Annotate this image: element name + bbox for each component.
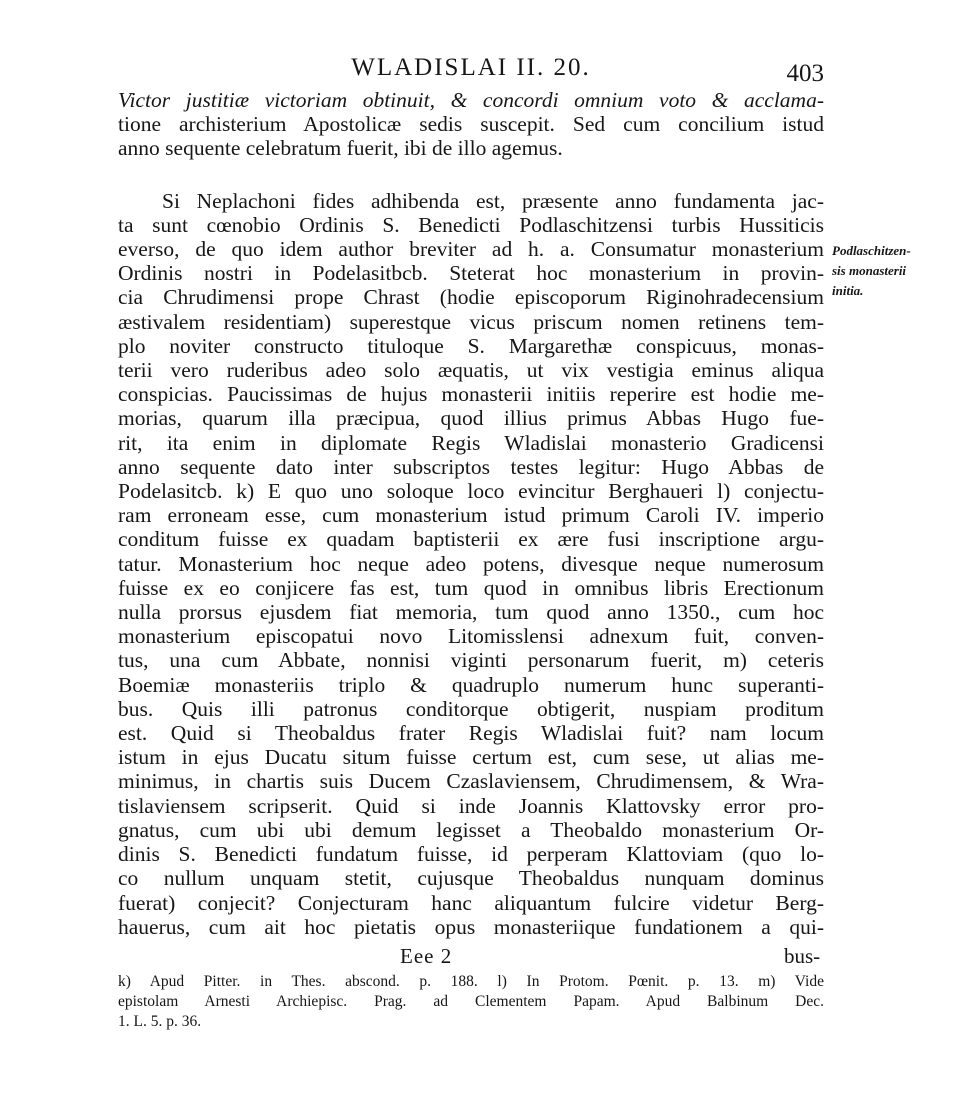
text-line: ram erroneam esse, cum monasterium istud primum Caroli IV. imperio [118,503,824,528]
margin-note [832,241,952,301]
footnote-line: k) Apud Pitter. in Thes. abscond. p. 188. l) In Protom. Pœnit. p. 13. m) Vide [118,973,824,990]
catchword: bus- [784,944,821,968]
page-header [118,46,824,86]
text-line: cia Chrudimensi prope Chrast (hodie episcoporum Riginohradecensium [118,285,824,310]
text-line: tislaviensem scripserit. Quid si inde Joannis Klattovsky error pro- [118,793,824,818]
text-line: monasterium episcopatui novo Litomisslensi adnexum fuit, conven- [118,624,824,649]
text-line: plo noviter constructo tituloque S. Margarethæ conspicuus, monas- [118,333,824,358]
text-line: Boemiæ monasteriis triplo & quadruplo numerum hunc superanti- [118,672,824,697]
text-line: tatur. Monasterium hoc neque adeo potens, divesque neque numerosum [118,551,824,576]
text-line: ta sunt cœnobio Ordinis S. Benedicti Podlaschitzensi turbis Hussiticis [118,212,824,237]
text-line: tione archisterium Apostolicæ sedis suscepit. Sed cum concilium istud [118,112,824,137]
text-line: conditum fuisse ex quadam baptisterii ex ære fusi inscriptione argu- [118,527,824,552]
text-line: morias, quarum illa præcipua, quod illius primus Abbas Hugo fue- [118,406,824,431]
text-line: nulla prorsus ejusdem fiat memoria, tum quod anno 1350., cum hoc [118,600,824,625]
text-line: Podelasitcb. k) E quo uno soloque loco evincitur Berghaueri l) conjectu- [118,479,824,504]
text-line: anno sequente celebratum fuerit, ibi de illo agemus. [118,136,563,161]
text-line: Ordinis nostri in Podelasitbcb. Steterat hoc monasterium in provin- [118,261,824,286]
footnote-line: epistolam Arnesti Archiepisc. Prag. ad Clementem Papam. Apud Balbinum Dec. [118,993,824,1010]
footnote-line: 1. L. 5. p. 36. [118,1013,202,1030]
text-line: dinis S. Benedicti fundatum fuisse, id perperam Klattoviam (quo lo- [118,842,824,867]
text-line: rit, ita enim in diplomate Regis Wladislai monasterio Gradicensi [118,430,824,455]
text-line: conspicias. Paucissimas de hujus monasterii initiis reperire est hodie me- [118,382,824,407]
body-text [118,88,824,939]
text-line: terii vero ruderibus adeo solo æquatis, ut vix vestigia eminus aliqua [118,358,824,383]
footnotes [118,972,824,1032]
text-line: bus. Quis illi patronus conditorque obtigerit, nuspiam proditum [118,696,824,721]
text-line: fuisse ex eo conjicere fas est, tum quod in omnibus libris Erectionum [118,575,824,600]
page-number: 403 [786,60,824,87]
signature-mark: Eee 2 [400,944,453,968]
text-line: Si Neplachoni fides adhibenda est, præsente anno fundamenta jac- [162,188,824,213]
text-line: est. Quid si Theobaldus frater Regis Wladislai fuit? nam locum [118,721,824,746]
running-title: WLADISLAI II. 20. [351,54,591,81]
text-line: æstivalem residentiam) superestque vicus priscum nomen retinens tem- [118,309,824,334]
margin-note-line: sis monasterii [832,263,907,278]
text-line: hauerus, cum ait hoc pietatis opus monasteriique fundationem a qui- [118,914,824,939]
text-line: istum in ejus Ducatu situm fuisse certum est, cum sese, ut alias me- [118,745,824,770]
text-line: gnatus, cum ubi ubi demum legisset a Theobaldo monasterium Or- [118,817,824,842]
text-line: everso, de quo idem author breviter ad h. a. Consumatur monasterium [118,237,824,262]
margin-note-line: initia. [832,283,864,298]
text-line: minimus, in chartis suis Ducem Czaslaviensem, Chrudimensem, & Wra- [118,769,824,794]
text-line: tus, una cum Abbate, nonnisi viginti personarum fuerit, m) ceteris [118,648,824,673]
paragraph-1 [118,88,824,161]
text-line: anno sequente dato inter subscriptos testes legitur: Hugo Abbas de [118,454,824,479]
paragraph-2 [118,189,824,939]
margin-note-line: Podlaschitzen- [832,243,911,258]
text-line: Victor justitiæ victoriam obtinuit, & concordi omnium voto & acclama- [118,88,824,112]
text-line: co nullum unquam stetit, cujusque Theobaldus nunquam dominus [118,866,824,891]
text-line: fuerat) conjecit? Conjecturam hanc aliquantum fulcire videtur Berg- [118,890,824,915]
